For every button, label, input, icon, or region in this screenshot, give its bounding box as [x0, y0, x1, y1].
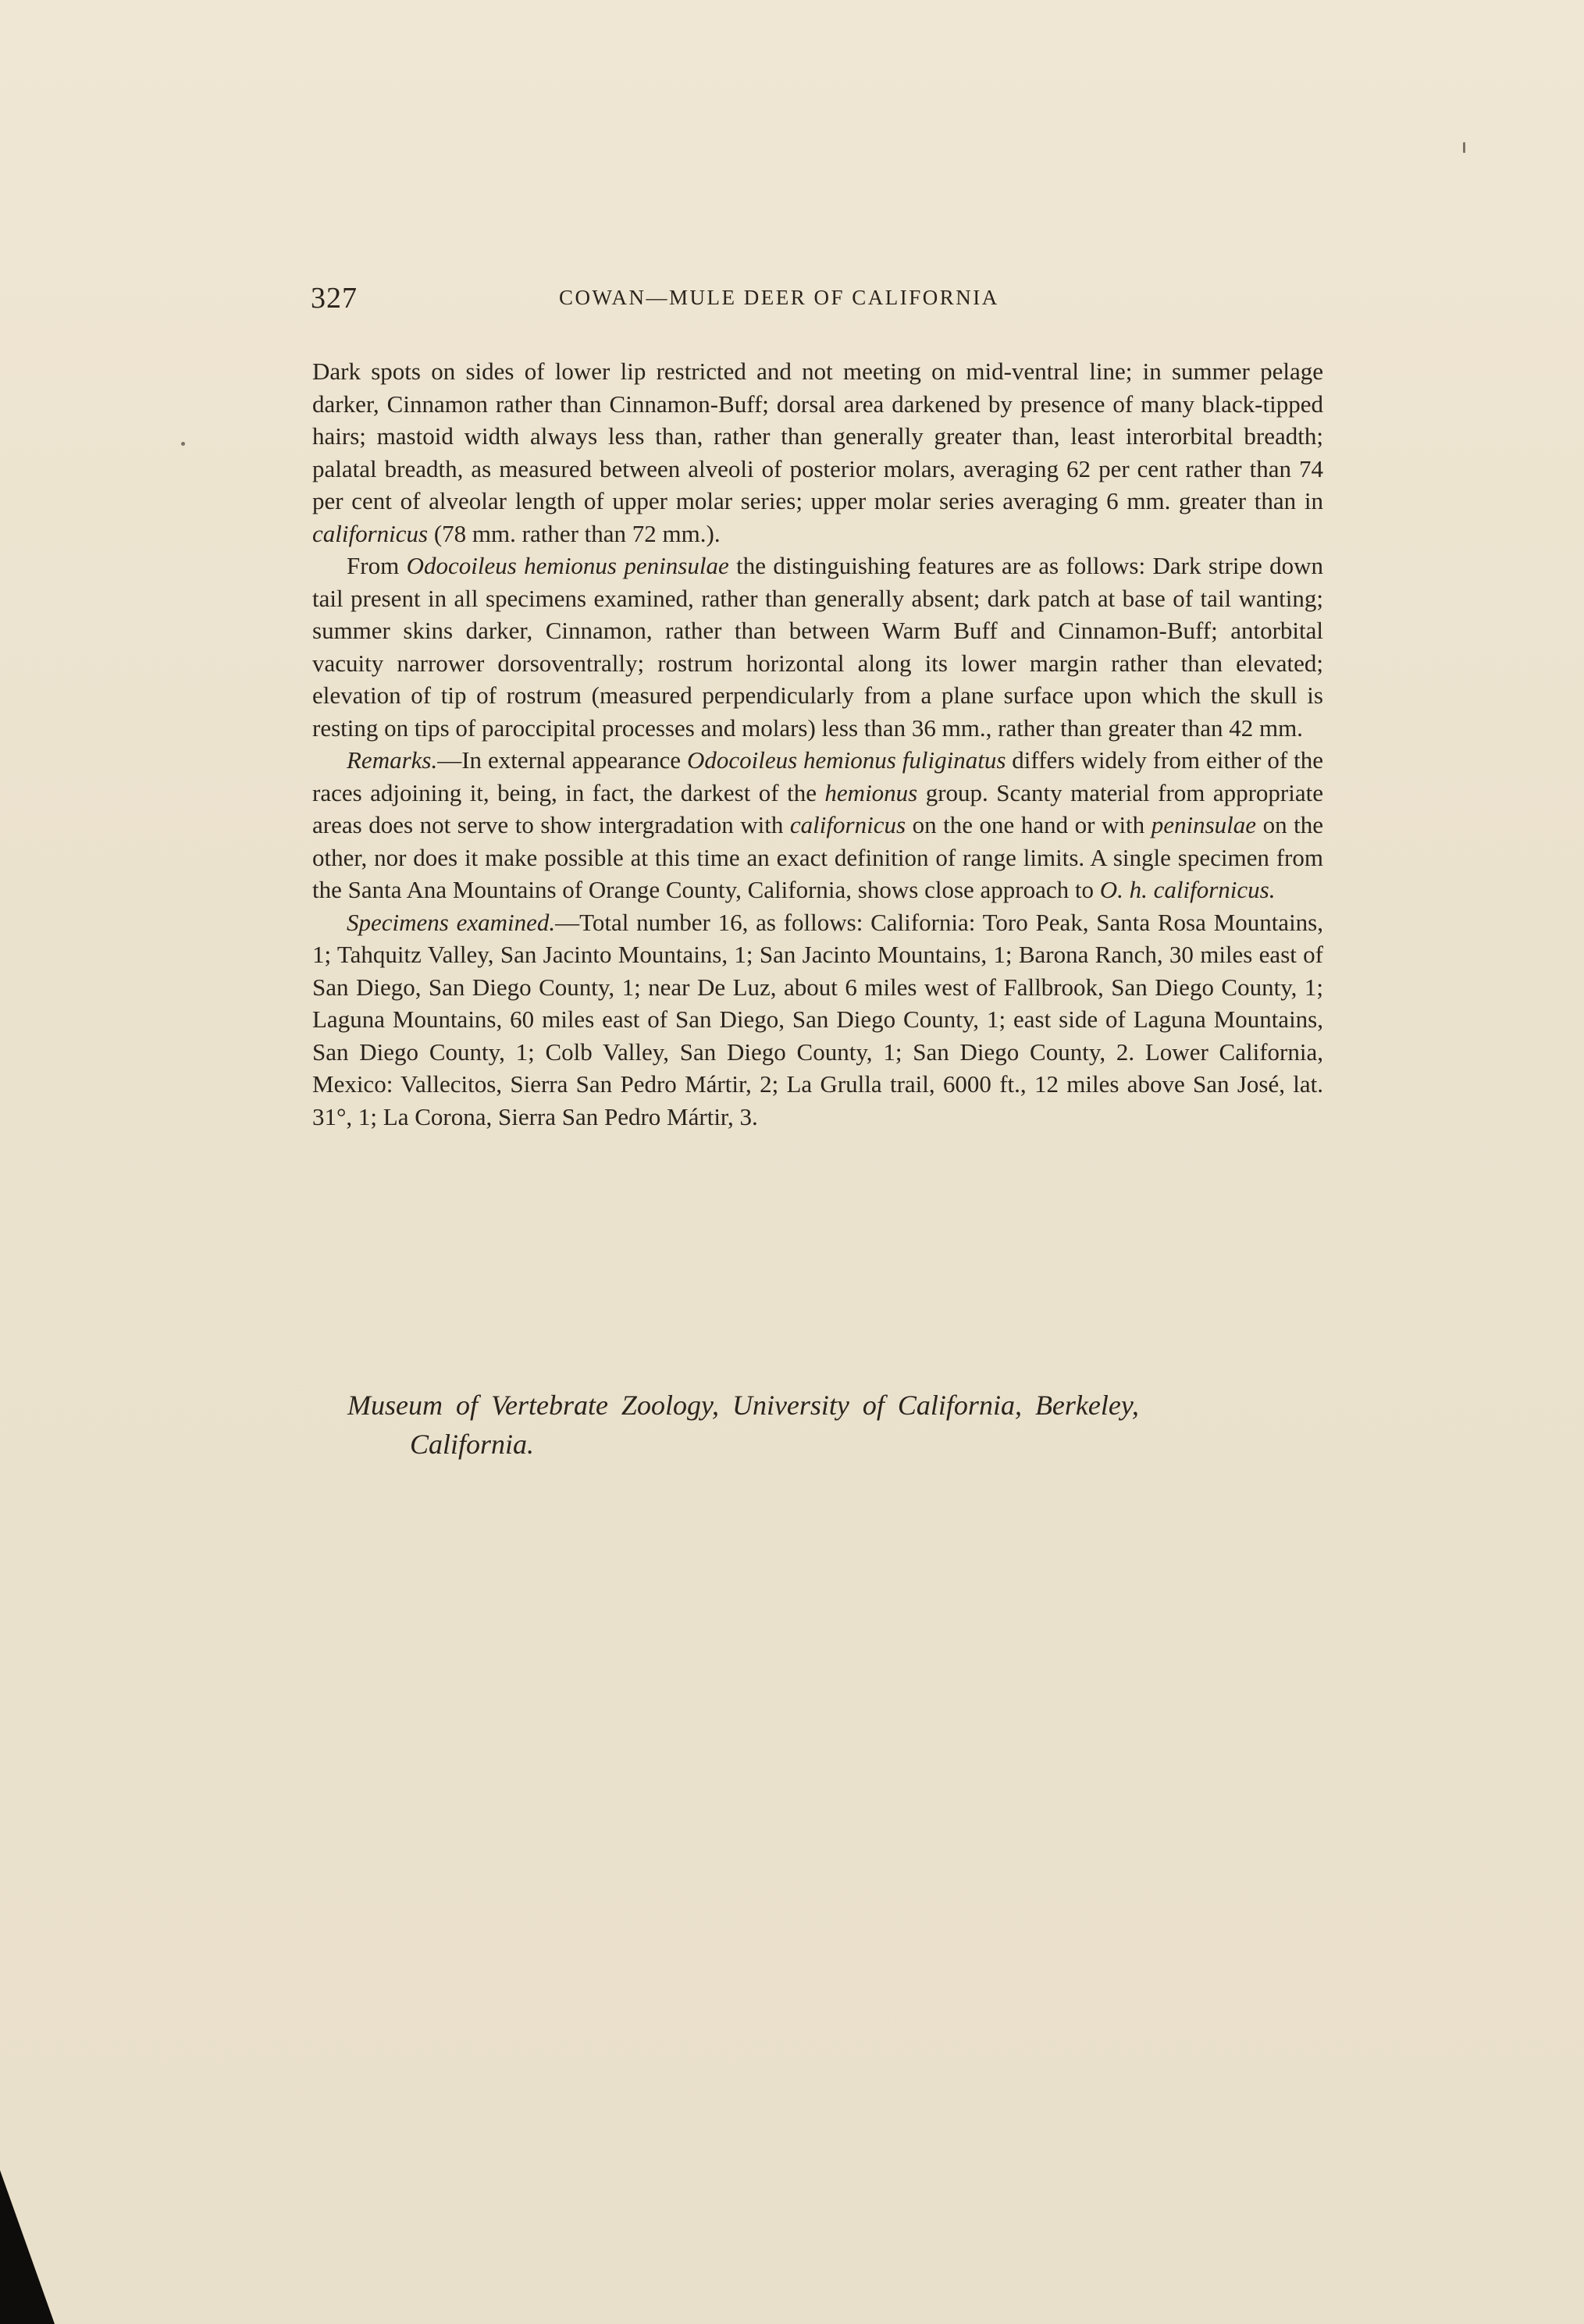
paragraph-text: From: [347, 552, 407, 579]
paragraph-text: (78 mm. rather than 72 mm.).: [428, 519, 721, 547]
body-paragraph: [312, 906, 1323, 1134]
italic-text: Odocoileus hemionus peninsulae: [406, 552, 729, 579]
page-number: 327: [311, 282, 358, 315]
italic-text: peninsulae: [1151, 811, 1257, 838]
paragraph-text: Dark spots on sides of lower lip restricted and not meeting on mid-ventral line; in summer pelage darker, Cinnamon rather than Cinnamon-Buff; dorsal area darkened by presence of many black-tipped hairs; mastoid width always less than, rather than generally greater than, least interorbital breadth; palatal breadth, as measured between alveoli of posterior molars, averaging 62 per cent rather than 74 per cent of alveolar length of upper molar series; upper molar series averaging 6 mm. greater than in: [312, 358, 1323, 514]
paragraph-text: on the other, nor does it make possible at this time an exact definition of range limits. A single specimen from the Santa Ana Mountains of Orange County, California, shows close approach to: [312, 811, 1324, 903]
italic-text: O. h. californicus.: [1099, 876, 1276, 903]
paragraph-text: —In external appearance: [437, 746, 687, 774]
page-corner-shadow: [0, 2170, 55, 2324]
body-paragraph: [312, 744, 1323, 906]
italic-text: Remarks.: [347, 746, 438, 774]
paper-speck: [1463, 142, 1465, 153]
italic-text: Odocoileus hemionus fuliginatus: [686, 746, 1006, 774]
affiliation-line-2: California.: [410, 1429, 535, 1460]
italic-text: hemionus: [824, 778, 918, 806]
italic-text: californicus: [789, 811, 906, 838]
article-body: [312, 355, 1323, 1133]
paragraph-text: differs widely from either of the races adjoining it, being, in fact, the darkest of the: [312, 746, 1323, 806]
body-paragraph: [312, 355, 1323, 550]
paragraph-text: —Total number 16, as follows: California: Toro Peak, Santa Rosa Mountains, 1; Tahquitz Valley, San Jacinto Mountains, 1; San Jacinto Mountains, 1; Barona Ranch, 30 miles east of San Diego, San Diego County, 1; near De Luz, about 6 miles west of Fallbrook, San Diego County, 1; Laguna Mountains, 60 miles east of San Diego, San Diego County, 1; east side of Laguna Mountains, San Diego County, 1; Colb Valley, San Diego County, 1; San Diego County, 2. Lower California, Mexico: Vallecitos, Sierra San Pedro Mártir, 2; La Grulla trail, 6000 ft., 12 miles above San José, lat. 31°, 1; La Corona, Sierra San Pedro Mártir, 3.: [312, 908, 1323, 1130]
paragraph-text: on the one hand or with: [906, 811, 1152, 838]
running-head: COWAN—MULE DEER OF CALIFORNIA: [559, 286, 999, 309]
italic-text: californicus: [312, 519, 429, 547]
affiliation-line-1: Museum of Vertebrate Zoology, University of California, Berkeley,: [347, 1390, 1139, 1421]
italic-text: Specimens examined.: [347, 908, 556, 936]
author-affiliation: [347, 1386, 1323, 1464]
body-paragraph: [312, 550, 1323, 744]
paragraph-text: group. Scanty material from appropriate areas does not serve to show intergradation with: [312, 778, 1323, 838]
paper-speck: [181, 442, 185, 446]
paragraph-text: the distinguishing features are as follows: Dark stripe down tail present in all specimens examined, rather than generally absent; dark patch at base of tail wanting; summer skins darker, Cinnamon, rather than between Warm Buff and Cinnamon-Buff; antorbital vacuity narrower dorsoventrally; rostrum horizontal along its lower margin rather than elevated; elevation of tip of rostrum (measured perpendicularly from a plane surface upon which the skull is resting on tips of paroccipital processes and molars) less than 36 mm., rather than greater than 42 mm.: [312, 552, 1323, 742]
